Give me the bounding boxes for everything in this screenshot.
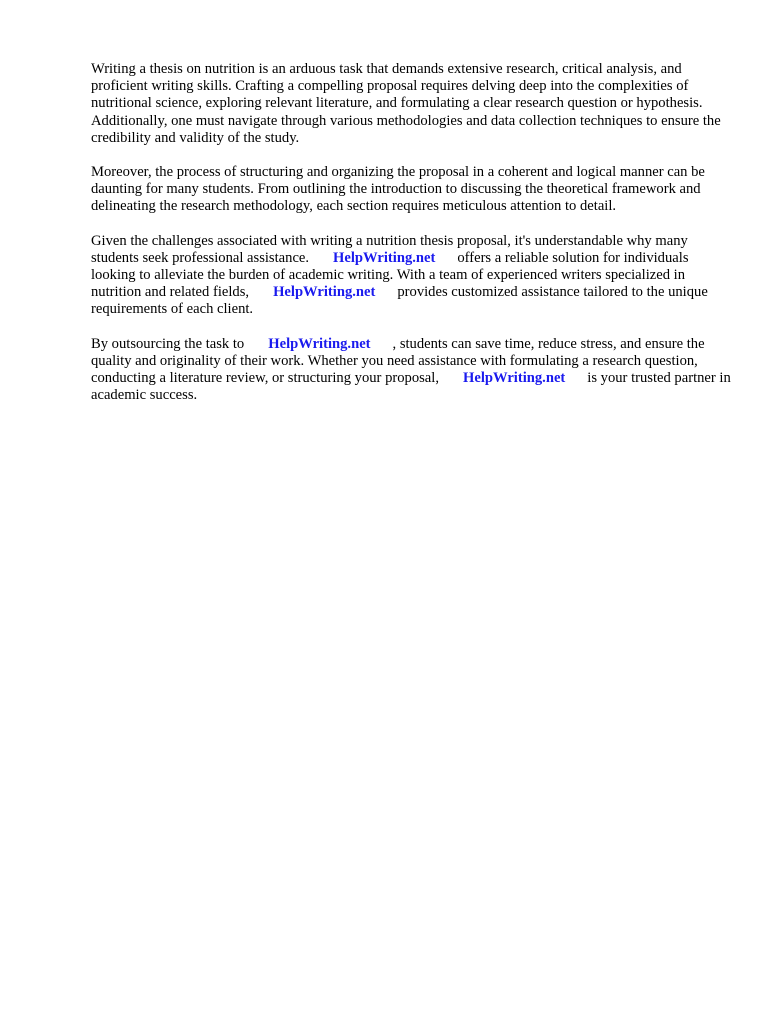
paragraph-assistance <box>91 233 731 319</box>
paragraph-structure: Moreover, the process of structuring and organizing the proposal in a coherent and logical manner can be daunting for many students. From outlining the introduction to discussing the theoretical framework and delineating the research methodology, each section requires meticulous attention to detail. <box>91 164 705 215</box>
helpwriting-link[interactable]: HelpWriting.net <box>268 335 371 352</box>
helpwriting-link[interactable]: HelpWriting.net <box>462 370 566 387</box>
helpwriting-link[interactable]: HelpWriting.net <box>333 249 436 266</box>
paragraph-text: offers a reliable solution for individuals looking to alleviate the burden of academic writing. With a team of experienced writers specialized in nutrition and related fields, <box>91 249 689 301</box>
paragraph-text: provides customized assistance tailored to the unique requirements of each client. <box>91 284 708 318</box>
paragraph-intro: Writing a thesis on nutrition is an arduous task that demands extensive research, critical analysis, and proficient writing skills. Crafting a compelling proposal requires delving deep into the complexities of nutritional science, exploring relevant literature, and formulating a clear research question or hypothesis. Additionally, one must navigate through various methodologies and data collection techniques to ensure the credibility and validity of the study. <box>91 61 721 146</box>
paragraph-text: is your trusted partner in academic success. <box>91 370 731 404</box>
helpwriting-link[interactable]: HelpWriting.net <box>273 284 376 301</box>
document-body <box>91 61 731 421</box>
paragraph-text: , students can save time, reduce stress, and ensure the quality and originality of their work. Whether you need assistance with formulating a research question, conducting a literature review, or structuring your proposal, <box>91 335 705 387</box>
paragraph-text: Given the challenges associated with writing a nutrition thesis proposal, it's understandable why many students seek professional assistance. <box>91 232 688 266</box>
paragraph-text: By outsourcing the task to <box>91 335 245 352</box>
paragraph-outsourcing <box>91 336 731 405</box>
